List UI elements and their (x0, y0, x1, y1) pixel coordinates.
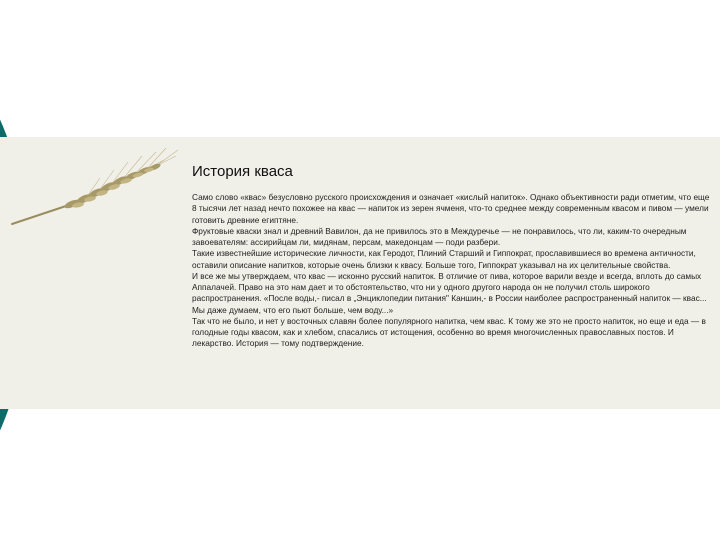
body-text (192, 192, 712, 350)
paragraph: Фруктовые кваски знал и древний Вавилон, да не привилось это в Междуречье — не понравилось, что ли, каким-то очередным завоевателям: ассирийцам ли, мидянам, персам, македонцам — поди разбери. (192, 225, 687, 247)
paragraph: И все же мы утверждаем, что квас — исконно русский напиток. В отличие от пива, которое варили везде и всегда, вплоть до самых Аппалачей. Право на это нам дает и то обстоятельство, что ни у одного другого народа он не получил столь широкого распространения. «После воды,- писал в „Энциклопедии питания" Каншин,- в России наиболее распространенный напиток — квас... Мы даже думаем, что его пьют больше, чем воду...» (192, 270, 707, 315)
paragraph: Такие известнейшие исторические личности, как Геродот, Плиний Старший и Гиппократ, прославившиеся во времена античности, оставили описание напитков, которые очень близки к квасу. Больше того, Гиппократ указывал на их целительные свойства. (192, 248, 696, 270)
wheat-ear-icon (6, 146, 182, 230)
paragraph: Само слово «квас» безусловно русского происхождения и означает «кислый напиток». Однако объективности ради отметим, что еще 8 тысячи лет назад нечто похожее на квас — напиток из зерен ячменя, что-то среднее между современным квасом и пивом — умели готовить древние египтяне. (192, 192, 710, 225)
paragraph: Так что не было, и нет у восточных славян более популярного напитка, чем квас. К тому же это не просто напиток, но еще и еда — в голодные годы квасом, как и хлебом, спасались от истощения, особенно во время многочисленных православных постов. И лекарство. История — тому подтверждение. (192, 315, 706, 349)
page-title: История кваса (192, 163, 293, 180)
